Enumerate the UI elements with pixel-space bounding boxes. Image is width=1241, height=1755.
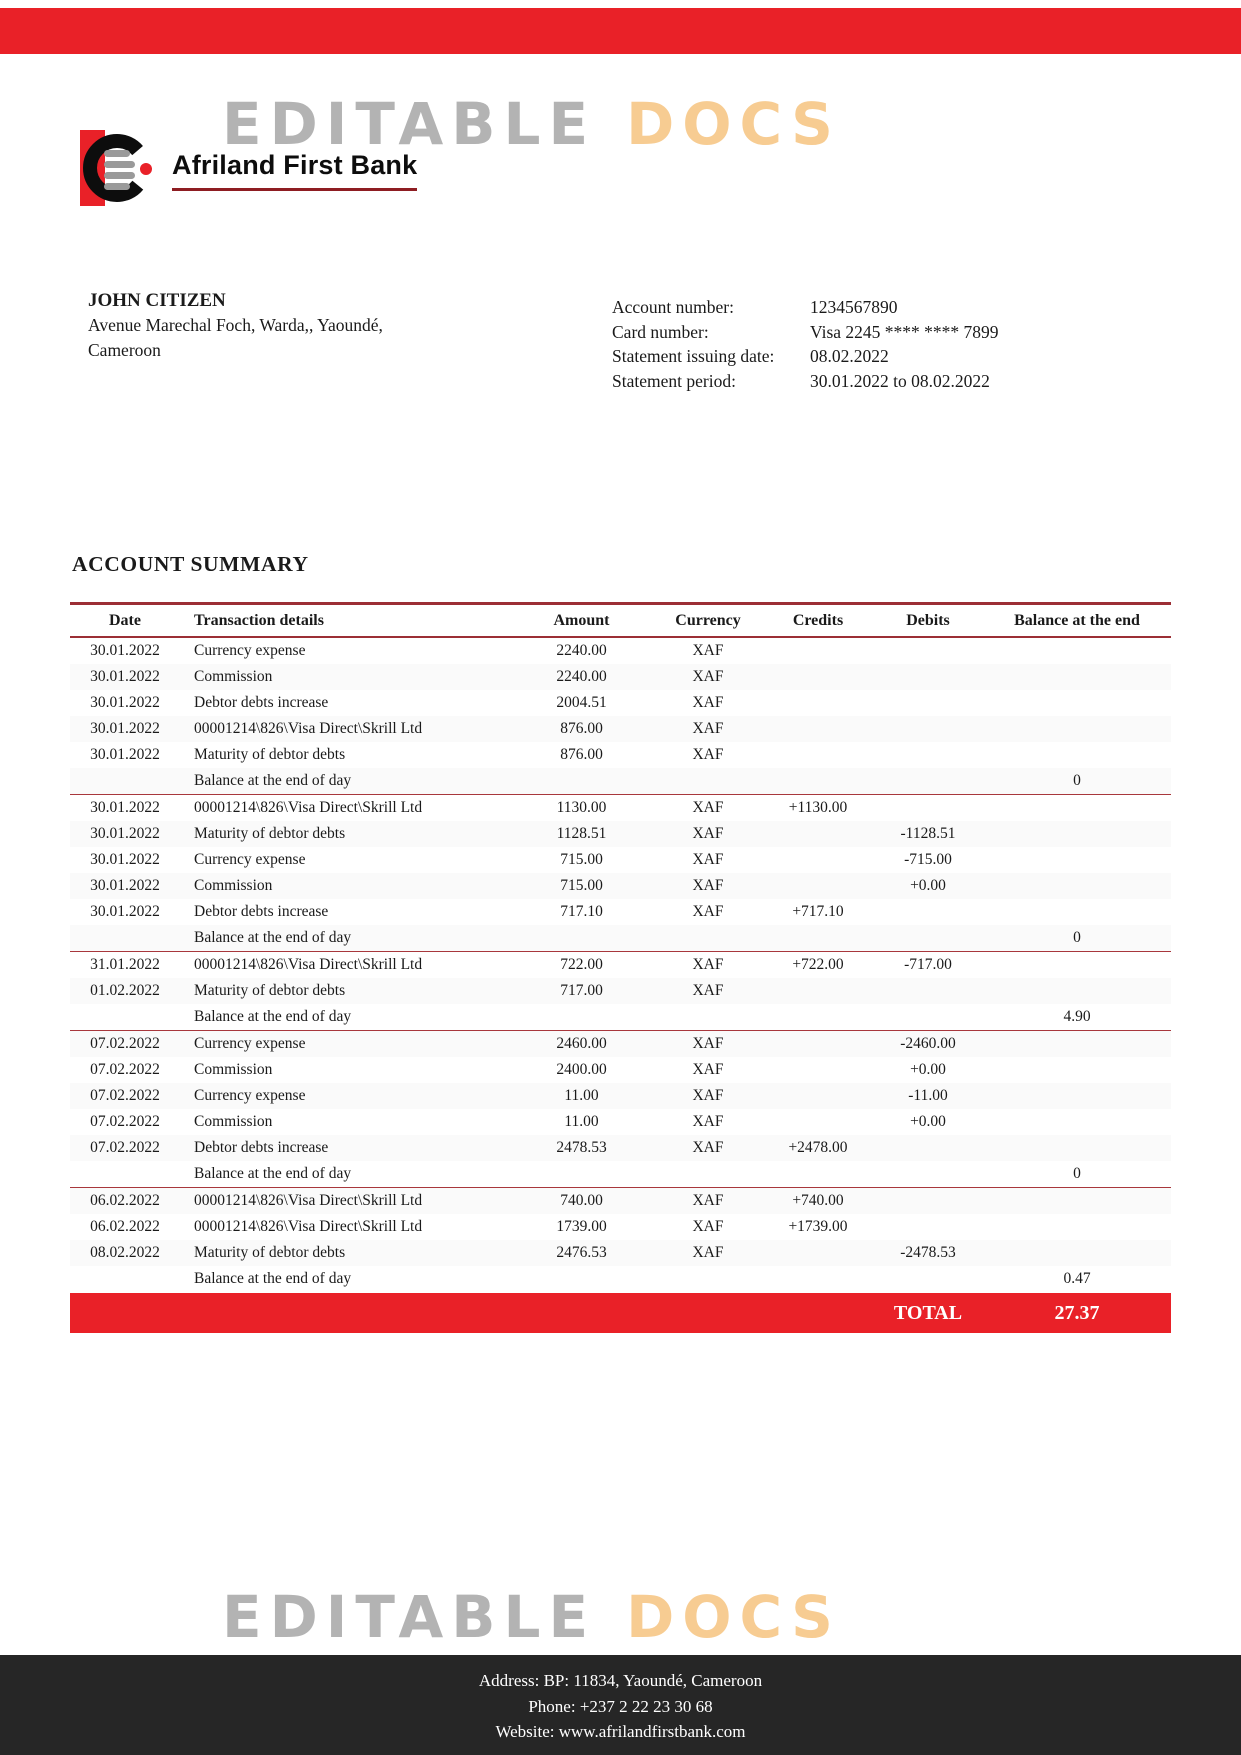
- customer-address-line1: Avenue Marechal Foch, Warda,, Yaoundé,: [88, 315, 383, 335]
- table-row: [70, 1031, 1171, 1057]
- cell-currency: XAF: [692, 642, 724, 659]
- cell-credits: +2478.00: [788, 1139, 848, 1156]
- cell-transaction-details: Commission: [194, 877, 273, 894]
- account-info-value: 30.01.2022 to 08.02.2022: [810, 370, 990, 391]
- cell-date: 30.01.2022: [90, 799, 160, 816]
- cell-amount: 740.00: [560, 1192, 603, 1209]
- cell-amount: 1739.00: [556, 1218, 607, 1235]
- cell-debits: -11.00: [908, 1087, 948, 1104]
- cell-transaction-details: 00001214\826\Visa Direct\Skrill Ltd: [194, 1192, 423, 1209]
- cell-date: 01.02.2022: [90, 982, 160, 999]
- cell-currency: XAF: [692, 1244, 724, 1261]
- cell-currency: XAF: [692, 1192, 724, 1209]
- cell-date: 31.01.2022: [90, 956, 160, 973]
- cell-transaction-details: Commission: [194, 1061, 273, 1078]
- table-row: [70, 821, 1171, 847]
- cell-balance: 0: [1073, 929, 1081, 946]
- cell-currency: XAF: [692, 1087, 724, 1104]
- cell-transaction-details: 00001214\826\Visa Direct\Skrill Ltd: [194, 1218, 423, 1235]
- cell-amount: 2400.00: [556, 1061, 607, 1078]
- table-row: [70, 638, 1171, 664]
- table-row: [70, 873, 1171, 899]
- col-header-debits: Debits: [906, 611, 950, 629]
- cell-debits: +0.00: [910, 1113, 946, 1130]
- cell-transaction-details: Balance at the end of day: [194, 929, 352, 946]
- cell-date: 30.01.2022: [90, 877, 160, 894]
- cell-transaction-details: 00001214\826\Visa Direct\Skrill Ltd: [194, 956, 423, 973]
- table-row: [70, 742, 1171, 768]
- cell-currency: XAF: [692, 1113, 724, 1130]
- cell-date: 06.02.2022: [90, 1218, 160, 1235]
- table-row: [70, 1240, 1171, 1266]
- cell-credits: +717.10: [792, 903, 844, 920]
- cell-date: 07.02.2022: [90, 1087, 160, 1104]
- cell-date: 30.01.2022: [90, 720, 160, 737]
- table-row: [70, 1214, 1171, 1240]
- table-row: [70, 978, 1171, 1004]
- cell-amount: 2476.53: [556, 1244, 607, 1261]
- customer-address-line2: Cameroon: [88, 340, 161, 360]
- cell-amount: 2240.00: [556, 642, 607, 659]
- cell-transaction-details: Maturity of debtor debts: [194, 825, 346, 842]
- cell-transaction-details: Currency expense: [194, 642, 306, 659]
- cell-date: 30.01.2022: [90, 642, 160, 659]
- cell-currency: XAF: [692, 720, 724, 737]
- cell-date: 06.02.2022: [90, 1192, 160, 1209]
- cell-currency: XAF: [692, 668, 724, 685]
- table-row: [70, 1266, 1171, 1292]
- watermark-text-docs: DOCS: [626, 90, 841, 158]
- table-row: [70, 899, 1171, 925]
- account-info-label: Statement period:: [612, 370, 736, 391]
- table-row: [70, 795, 1171, 821]
- table-total-row: [70, 1293, 1171, 1333]
- watermark-text-docs: DOCS: [626, 1583, 841, 1651]
- account-info-row: [612, 320, 999, 345]
- cell-balance: 0: [1073, 1165, 1081, 1182]
- cell-debits: +0.00: [910, 877, 946, 894]
- cell-transaction-details: Currency expense: [194, 1087, 306, 1104]
- total-label: TOTAL: [893, 1301, 963, 1324]
- footer-address: Address: BP: 11834, Yaoundé, Cameroon: [478, 1671, 763, 1690]
- col-header-amount: Amount: [553, 611, 610, 629]
- col-header-transaction-details: Transaction details: [194, 611, 324, 629]
- table-row: [70, 1004, 1171, 1031]
- cell-currency: XAF: [692, 982, 724, 999]
- customer-name: JOHN CITIZEN: [88, 290, 226, 311]
- cell-date: 30.01.2022: [90, 668, 160, 685]
- cell-amount: 11.00: [564, 1113, 599, 1130]
- cell-amount: 876.00: [560, 746, 603, 763]
- cell-amount: 2460.00: [556, 1035, 607, 1052]
- cell-currency: XAF: [692, 825, 724, 842]
- cell-balance: 0.47: [1063, 1270, 1091, 1287]
- cell-amount: 2478.53: [556, 1139, 607, 1156]
- cell-date: 30.01.2022: [90, 903, 160, 920]
- top-red-bar: [0, 8, 1241, 54]
- bank-name-underline: [172, 150, 417, 191]
- cell-transaction-details: Balance at the end of day: [194, 772, 352, 789]
- account-info-block: [612, 295, 999, 393]
- account-info-value: 1234567890: [810, 297, 898, 317]
- bank-logo: [80, 120, 417, 221]
- cell-balance: 0: [1073, 772, 1081, 789]
- account-info-row: [612, 344, 999, 369]
- cell-amount: 715.00: [560, 851, 603, 868]
- col-header-date: Date: [109, 611, 141, 629]
- cell-amount: 717.00: [560, 982, 603, 999]
- table-row: [70, 847, 1171, 873]
- account-info-label: Statement issuing date:: [612, 346, 775, 366]
- table-row: [70, 952, 1171, 978]
- cell-credits: +740.00: [792, 1192, 844, 1209]
- cell-transaction-details: 00001214\826\Visa Direct\Skrill Ltd: [194, 799, 423, 816]
- col-header-credits: Credits: [792, 611, 844, 629]
- col-header-currency: Currency: [675, 611, 741, 629]
- cell-currency: XAF: [692, 1218, 724, 1235]
- cell-date: 30.01.2022: [90, 825, 160, 842]
- cell-currency: XAF: [692, 746, 724, 763]
- table-row: [70, 1109, 1171, 1135]
- account-info-row: [612, 369, 999, 394]
- table-row: [70, 925, 1171, 952]
- cell-transaction-details: Balance at the end of day: [194, 1008, 352, 1025]
- cell-transaction-details: Debtor debts increase: [194, 903, 329, 920]
- account-info-label: Account number:: [612, 297, 734, 317]
- cell-debits: -717.00: [904, 956, 952, 973]
- table-row: [70, 690, 1171, 716]
- cell-date: 07.02.2022: [90, 1113, 160, 1130]
- cell-currency: XAF: [692, 1139, 724, 1156]
- bank-name: Afriland First Bank: [172, 150, 418, 180]
- account-info-label: Card number:: [612, 321, 709, 342]
- account-info-value: Visa 2245 **** **** 7899: [810, 321, 999, 342]
- account-info-value: 08.02.2022: [810, 346, 889, 366]
- cell-currency: XAF: [692, 1061, 724, 1078]
- table-row: [70, 716, 1171, 742]
- table-row: [70, 1161, 1171, 1188]
- watermark-bottom: [222, 1583, 841, 1651]
- cell-debits: -2460.00: [900, 1035, 956, 1052]
- section-title: ACCOUNT SUMMARY: [72, 552, 309, 576]
- cell-amount: 1130.00: [556, 799, 607, 816]
- table-row: [70, 1188, 1171, 1214]
- cell-amount: 2240.00: [556, 668, 607, 685]
- transactions-table: [70, 602, 1171, 1333]
- footer-bar: [0, 1655, 1241, 1755]
- cell-transaction-details: Maturity of debtor debts: [194, 746, 346, 763]
- cell-transaction-details: Balance at the end of day: [194, 1165, 352, 1182]
- table-row: [70, 664, 1171, 690]
- cell-amount: 717.10: [560, 903, 603, 920]
- footer-website: Website: www.afrilandfirstbank.com: [495, 1722, 746, 1741]
- cell-date: 08.02.2022: [90, 1244, 160, 1261]
- cell-amount: 722.00: [560, 956, 603, 973]
- cell-amount: 11.00: [564, 1087, 599, 1104]
- cell-transaction-details: Commission: [194, 1113, 273, 1130]
- table-row: [70, 768, 1171, 795]
- bank-logo-icon: [80, 120, 160, 221]
- cell-date: 30.01.2022: [90, 694, 160, 711]
- cell-amount: 876.00: [560, 720, 603, 737]
- cell-currency: XAF: [692, 851, 724, 868]
- watermark-text-editable: EDITABLE: [222, 1583, 597, 1651]
- cell-credits: +1130.00: [788, 799, 848, 816]
- table-row: [70, 1057, 1171, 1083]
- cell-currency: XAF: [692, 877, 724, 894]
- total-value: 27.37: [1054, 1301, 1100, 1324]
- cell-debits: -2478.53: [900, 1244, 956, 1261]
- cell-debits: -1128.51: [900, 825, 956, 842]
- table-body: [70, 638, 1171, 1292]
- cell-currency: XAF: [692, 1035, 724, 1052]
- cell-transaction-details: Balance at the end of day: [194, 1270, 352, 1287]
- cell-debits: -715.00: [904, 851, 952, 868]
- cell-transaction-details: Debtor debts increase: [194, 694, 329, 711]
- cell-amount: 2004.51: [556, 694, 607, 711]
- cell-currency: XAF: [692, 956, 724, 973]
- cell-currency: XAF: [692, 903, 724, 920]
- cell-credits: +1739.00: [788, 1218, 848, 1235]
- col-header-balance: Balance at the end: [1014, 611, 1140, 629]
- customer-block: [88, 288, 383, 363]
- cell-transaction-details: 00001214\826\Visa Direct\Skrill Ltd: [194, 720, 423, 737]
- cell-transaction-details: Currency expense: [194, 851, 306, 868]
- cell-date: 30.01.2022: [90, 851, 160, 868]
- cell-date: 07.02.2022: [90, 1139, 160, 1156]
- cell-transaction-details: Commission: [194, 668, 273, 685]
- cell-currency: XAF: [692, 799, 724, 816]
- cell-currency: XAF: [692, 694, 724, 711]
- cell-credits: +722.00: [792, 956, 844, 973]
- cell-transaction-details: Currency expense: [194, 1035, 306, 1052]
- cell-transaction-details: Maturity of debtor debts: [194, 1244, 346, 1261]
- table-row: [70, 1083, 1171, 1109]
- cell-transaction-details: Maturity of debtor debts: [194, 982, 346, 999]
- table-row: [70, 1135, 1171, 1161]
- account-info-row: [612, 295, 999, 320]
- watermark-text-editable: EDITABLE: [222, 90, 597, 158]
- cell-date: 07.02.2022: [90, 1061, 160, 1078]
- footer-phone: Phone: +237 2 22 23 30 68: [528, 1696, 713, 1716]
- cell-balance: 4.90: [1063, 1008, 1091, 1025]
- cell-amount: 715.00: [560, 877, 603, 894]
- cell-debits: +0.00: [910, 1061, 946, 1078]
- table-header-row: [70, 602, 1171, 638]
- cell-transaction-details: Debtor debts increase: [194, 1139, 329, 1156]
- cell-amount: 1128.51: [556, 825, 607, 842]
- cell-date: 07.02.2022: [90, 1035, 160, 1052]
- cell-date: 30.01.2022: [90, 746, 160, 763]
